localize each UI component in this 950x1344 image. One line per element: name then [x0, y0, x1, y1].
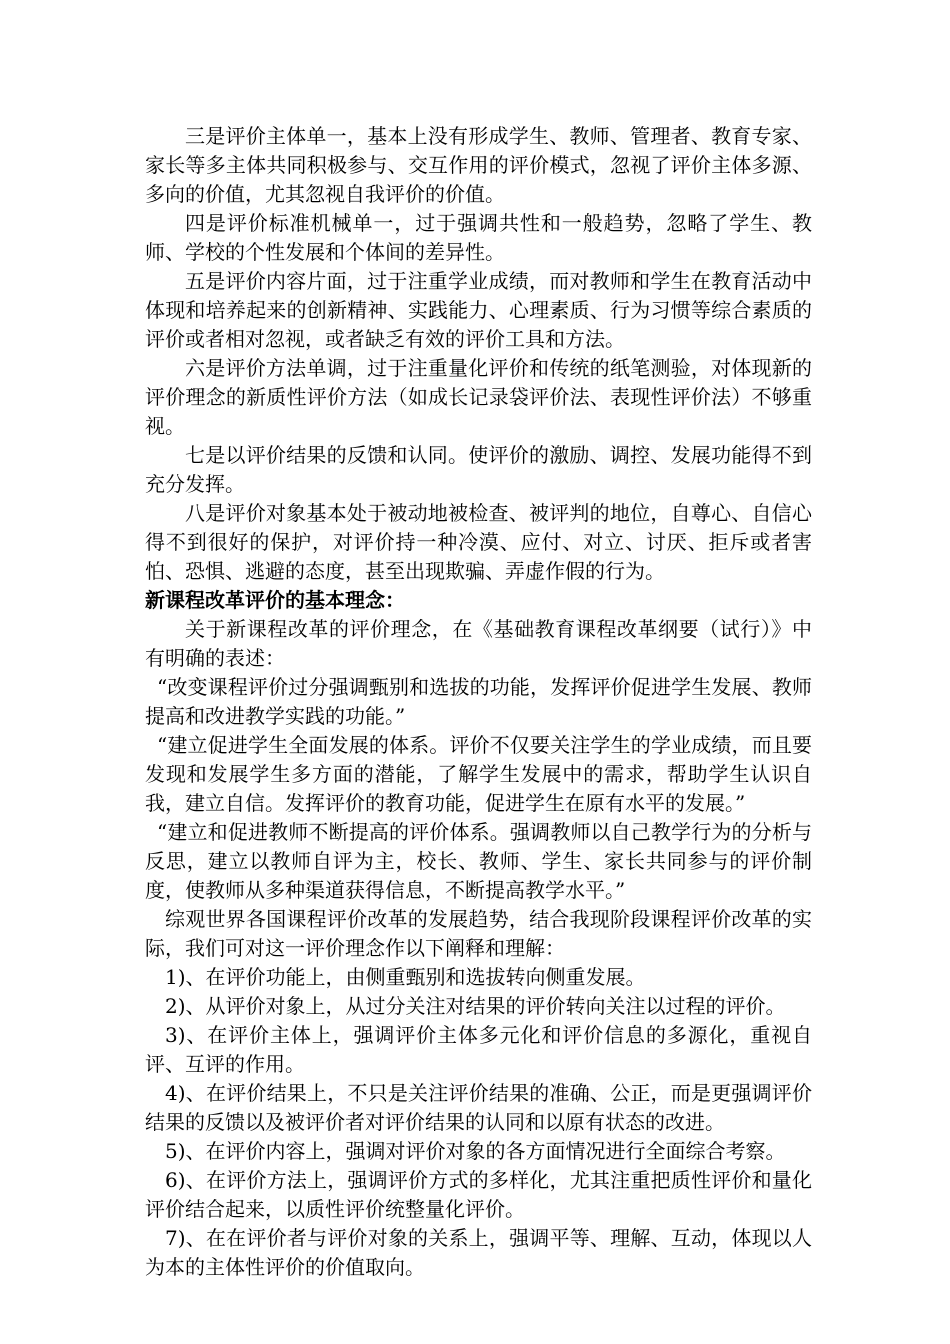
- section-heading: 新课程改革评价的基本理念：: [145, 588, 405, 612]
- quote-3: “建立和促进教师不断提高的评价体系。强调教师以自己教学行为的分析与反思，建立以教师自评为主，校长、教师、学生、家长共同参与的评价制度，使教师从多种渠道获得信息，不断提高教学水平。”: [145, 820, 812, 902]
- point-4: 4)、在评价结果上，不只是关注评价结果的准确、公正，而是更强调评价结果的反馈以及被评价者对评价结果的认同和以原有状态的改进。: [145, 1081, 812, 1134]
- point-7: 7)、在在评价者与评价对象的关系上，强调平等、理解、互动，体现以人为本的主体性评价的价值取向。: [145, 1226, 812, 1279]
- paragraph-4: 四是评价标准机械单一，过于强调共性和一般趋势，忽略了学生、教师、学校的个性发展和个体间的差异性。: [145, 211, 812, 264]
- point-2: 2)、从评价对象上，从过分关注对结果的评价转向关注以过程的评价。: [165, 994, 786, 1018]
- paragraph-3: 三是评价主体单一，基本上没有形成学生、教师、管理者、教育专家、家长等多主体共同积极参与、交互作用的评价模式，忽视了评价主体多源、多向的价值，尤其忽视自我评价的价值。: [145, 124, 812, 206]
- paragraph-8: 八是评价对象基本处于被动地被检查、被评判的地位，自尊心、自信心得不到很好的保护，对评价持一种冷漠、应付、对立、讨厌、拒斥或者害怕、恐惧、逃避的态度，甚至出现欺骗、弄虚作假的行为。: [145, 501, 812, 583]
- point-6: 6)、在评价方法上，强调评价方式的多样化，尤其注重把质性评价和量化评价结合起来，以质性评价统整量化评价。: [145, 1168, 812, 1221]
- quote-1: “改变课程评价过分强调甄别和选拔的功能，发挥评价促进学生发展、教师提高和改进教学实践的功能。”: [145, 675, 812, 728]
- paragraph-6: 六是评价方法单调，过于注重量化评价和传统的纸笔测验，对体现新的评价理念的新质性评价方法（如成长记录袋评价法、表现性评价法）不够重视。: [145, 356, 812, 438]
- intro-paragraph: 关于新课程改革的评价理念，在《基础教育课程改革纲要（试行）》中有明确的表述：: [145, 617, 812, 670]
- point-3: 3)、在评价主体上，强调评价主体多元化和评价信息的多源化，重视自评、互评的作用。: [145, 1023, 812, 1076]
- point-1: 1)、在评价功能上，由侧重甄别和选拔转向侧重发展。: [165, 965, 646, 989]
- point-5: 5)、在评价内容上，强调对评价对象的各方面情况进行全面综合考察。: [165, 1139, 786, 1163]
- paragraph-5: 五是评价内容片面，过于注重学业成绩，而对教师和学生在教育活动中体现和培养起来的创新精神、实践能力、心理素质、行为习惯等综合素质的评价或者相对忽视，或者缺乏有效的评价工具和方法。: [145, 269, 812, 351]
- paragraph-7: 七是以评价结果的反馈和认同。使评价的激励、调控、发展功能得不到充分发挥。: [145, 443, 812, 496]
- summary-paragraph: 综观世界各国课程评价改革的发展趋势，结合我现阶段课程评价改革的实际，我们可对这一评价理念作以下阐释和理解：: [145, 907, 812, 960]
- quote-2: “建立促进学生全面发展的体系。评价不仅要关注学生的学业成绩，而且要发现和发展学生多方面的潜能，了解学生发展中的需求，帮助学生认识自我，建立自信。发挥评价的教育功能，促进学生在原有水平的发展。”: [145, 733, 812, 815]
